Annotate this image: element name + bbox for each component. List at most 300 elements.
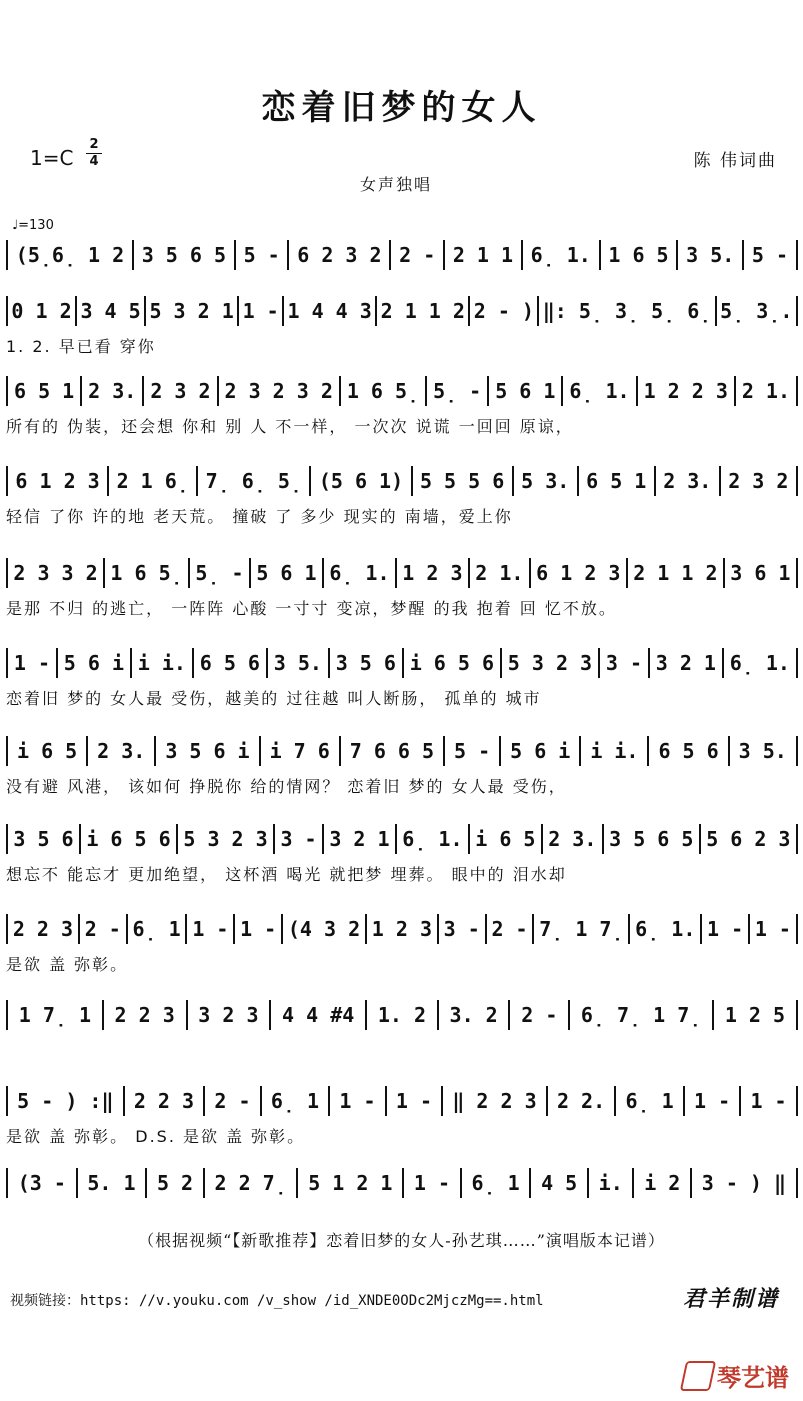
barline bbox=[796, 648, 798, 678]
measure: 3 2 3 bbox=[198, 1003, 259, 1027]
notation-line bbox=[6, 1166, 798, 1200]
measure: 2 1 1 2 bbox=[380, 299, 465, 323]
barline bbox=[647, 736, 649, 766]
barline bbox=[699, 824, 701, 854]
measure: 5 - bbox=[243, 243, 280, 267]
score-title: 恋着旧梦的女人 bbox=[261, 88, 542, 128]
barline bbox=[443, 736, 445, 766]
notation-line bbox=[6, 646, 798, 680]
measure: 0 1 2 bbox=[11, 299, 72, 323]
barline bbox=[281, 914, 283, 944]
barline bbox=[598, 648, 600, 678]
measure: 1 - bbox=[192, 917, 229, 941]
measure: 3 5. bbox=[686, 243, 735, 267]
measure: 1 2 3 bbox=[371, 917, 432, 941]
measure: (5 6 1) bbox=[318, 469, 404, 493]
lyrics-line: 所有的 伪装，还会想 你和 别 人 不一样， 一次次 说谎 一回回 原谅， bbox=[6, 417, 574, 436]
measure: 2 1. bbox=[475, 561, 524, 585]
barline bbox=[796, 296, 798, 326]
measure: 2 2 3 bbox=[114, 1003, 175, 1027]
notation-line bbox=[6, 912, 798, 946]
barline bbox=[723, 558, 725, 588]
measure: ‖: 5̣ 3̣ 5̣ 6̣ bbox=[542, 299, 712, 323]
measure: 2 3. bbox=[97, 739, 146, 763]
score-row bbox=[6, 1166, 798, 1226]
barline bbox=[537, 296, 539, 326]
measure: 6 5 6 bbox=[658, 739, 719, 763]
measure: 2 3. bbox=[663, 469, 712, 493]
measure: 5 - bbox=[454, 739, 491, 763]
barline bbox=[402, 1168, 404, 1198]
measure: 2 - bbox=[399, 243, 436, 267]
lyrics-line: 是欲 盖 弥彰。 D.S. 是欲 盖 弥彰。 bbox=[6, 1127, 306, 1146]
video-link[interactable] bbox=[10, 1290, 544, 1310]
notation-line bbox=[6, 998, 798, 1032]
measure: 6̣ 1. bbox=[402, 827, 463, 851]
measure: i i. bbox=[590, 739, 639, 763]
measure: 1 2 3 bbox=[402, 561, 463, 585]
measure: 3 2 1 bbox=[329, 827, 390, 851]
measure: 2 - ) bbox=[473, 299, 534, 323]
measure: 3 - bbox=[605, 651, 642, 675]
measure: 4 4 #4 bbox=[282, 1003, 355, 1027]
measure: 1 - bbox=[754, 917, 791, 941]
lyrics-line: 想忘不 能忘才 更加绝望， 这杯酒 喝光 就把梦 埋葬。 眼中的 泪水却 bbox=[6, 865, 567, 884]
barline bbox=[389, 240, 391, 270]
barline bbox=[196, 466, 198, 496]
measure: 1 - bbox=[413, 1171, 451, 1195]
measure: 2 3 2 3 2 bbox=[224, 379, 333, 403]
barline bbox=[6, 736, 8, 766]
barline bbox=[142, 376, 144, 406]
barline bbox=[6, 296, 8, 326]
barline bbox=[541, 824, 543, 854]
measure: 2 2 7̣ bbox=[214, 1171, 287, 1195]
barline bbox=[719, 466, 721, 496]
measure: 2 - bbox=[521, 1003, 558, 1027]
score-row bbox=[6, 238, 798, 298]
barline bbox=[132, 240, 134, 270]
barline bbox=[402, 648, 404, 678]
measure: 2 3 2 bbox=[728, 469, 789, 493]
tempo-marking: ♩=130 bbox=[12, 218, 54, 233]
barline bbox=[734, 376, 736, 406]
barline bbox=[80, 376, 82, 406]
measure: 5 3 2 1 bbox=[149, 299, 234, 323]
barline bbox=[273, 824, 275, 854]
barline bbox=[500, 648, 502, 678]
barline bbox=[6, 466, 8, 496]
measure: 2 3. bbox=[88, 379, 137, 403]
score-row bbox=[6, 556, 798, 616]
barline bbox=[521, 240, 523, 270]
measure: i. bbox=[598, 1171, 623, 1195]
barline bbox=[441, 1086, 443, 1116]
measure: 6 5 1 bbox=[13, 379, 75, 403]
measure: 1 - bbox=[242, 299, 279, 323]
measure: 1. 2 bbox=[377, 1003, 426, 1027]
barline bbox=[614, 1086, 616, 1116]
score-row bbox=[6, 464, 798, 524]
barline bbox=[796, 824, 798, 854]
barline bbox=[6, 824, 8, 854]
score-row bbox=[6, 294, 798, 354]
barline bbox=[154, 736, 156, 766]
measure: 2 3 2 bbox=[150, 379, 211, 403]
measure: 3 5 6 5 bbox=[141, 243, 227, 267]
barline bbox=[728, 736, 730, 766]
meter-bottom: 4 bbox=[89, 154, 99, 169]
barline bbox=[796, 736, 798, 766]
barline bbox=[188, 558, 190, 588]
barline bbox=[282, 296, 284, 326]
measure: 3 5. bbox=[273, 651, 322, 675]
barline bbox=[79, 824, 81, 854]
measure: 5 6 i bbox=[63, 651, 125, 675]
barline bbox=[460, 1168, 462, 1198]
barline bbox=[632, 1168, 634, 1198]
barline bbox=[102, 1000, 104, 1030]
barline bbox=[425, 376, 427, 406]
measure: i 6 5 6 bbox=[86, 827, 171, 851]
barline bbox=[712, 1000, 714, 1030]
measure: 2 2 3 bbox=[133, 1089, 195, 1113]
measure: 1 6 5 bbox=[608, 243, 669, 267]
barline bbox=[234, 240, 236, 270]
barline bbox=[78, 914, 80, 944]
barline bbox=[6, 240, 8, 270]
barline bbox=[6, 648, 8, 678]
measure: 5 1 2 1 bbox=[308, 1171, 393, 1195]
barline bbox=[6, 376, 8, 406]
barline bbox=[468, 296, 470, 326]
barline bbox=[56, 648, 58, 678]
barline bbox=[233, 914, 235, 944]
barline bbox=[86, 736, 88, 766]
notation-line bbox=[6, 822, 798, 856]
barline bbox=[176, 824, 178, 854]
measure: 1 - bbox=[707, 917, 744, 941]
notation-line bbox=[6, 294, 798, 328]
measure: 3 - ) ‖ bbox=[701, 1171, 787, 1195]
measure: 5 6 2 3 bbox=[706, 827, 791, 851]
measure: 2 - bbox=[214, 1089, 251, 1113]
barline bbox=[683, 1086, 685, 1116]
measure: i i. bbox=[137, 651, 186, 675]
measure: (4 3 2 bbox=[287, 917, 361, 941]
barline bbox=[700, 914, 702, 944]
measure: (3 - bbox=[17, 1171, 66, 1195]
measure: 2 - bbox=[84, 917, 121, 941]
measure: 5̣ - bbox=[433, 379, 482, 403]
performer-label: 女声独唱 bbox=[360, 175, 433, 194]
barline bbox=[203, 1168, 205, 1198]
score-row bbox=[6, 822, 798, 882]
measure: 5 - bbox=[751, 243, 789, 267]
measure: 2 3 3 2 bbox=[13, 561, 98, 585]
barline bbox=[217, 376, 219, 406]
measure: 6̣ 1. bbox=[569, 379, 630, 403]
measure: 1 4 4 3 bbox=[287, 299, 372, 323]
measure: 3 5 6 bbox=[335, 651, 396, 675]
measure: 5 6 i bbox=[510, 739, 571, 763]
barline bbox=[395, 558, 397, 588]
barline bbox=[529, 558, 531, 588]
barline bbox=[568, 1000, 570, 1030]
measure: 6̣ 1. bbox=[530, 243, 591, 267]
measure: 6̣ 1. bbox=[729, 651, 790, 675]
measure: i 2 bbox=[644, 1171, 681, 1195]
barline bbox=[322, 558, 324, 588]
barline bbox=[796, 376, 798, 406]
measure: (5̣6̣ 1 2 bbox=[15, 243, 125, 267]
measure: 6 5 1 bbox=[586, 469, 647, 493]
measure: 3 5 6 5 bbox=[609, 827, 694, 851]
measure: 1 6 5̣ bbox=[346, 379, 420, 403]
measure: 1 - bbox=[395, 1089, 432, 1113]
measure: 7̣ 6̣ 5̣ bbox=[205, 469, 302, 493]
barline bbox=[107, 466, 109, 496]
barline bbox=[385, 1086, 387, 1116]
notation-line bbox=[6, 1084, 798, 1118]
barline bbox=[742, 240, 744, 270]
barline bbox=[375, 296, 377, 326]
lyrics-line: 是那 不归 的逃亡， 一阵阵 心酸 一寸寸 变凉，梦醒 的我 抱着 回 忆不放。 bbox=[6, 599, 617, 618]
barline bbox=[796, 240, 798, 270]
transcriber-signature: 君羊制谱 bbox=[682, 1286, 779, 1312]
measure: 3 5 6 bbox=[13, 827, 74, 851]
barline bbox=[722, 648, 724, 678]
measure: 6̣ 1. bbox=[329, 561, 390, 585]
barline bbox=[411, 466, 413, 496]
barline bbox=[76, 1168, 78, 1198]
measure: 5̣ 3̣. bbox=[720, 299, 793, 323]
barline bbox=[365, 914, 367, 944]
measure: 1 - bbox=[694, 1089, 731, 1113]
barline bbox=[748, 914, 750, 944]
barline bbox=[690, 1168, 692, 1198]
barline bbox=[796, 914, 798, 944]
measure: 2 1. bbox=[741, 379, 791, 403]
lyrics-line: 轻信 了你 许的地 老天荒。 撞破 了 多少 现实的 南墙，爱上你 bbox=[6, 507, 513, 526]
barline bbox=[365, 1000, 367, 1030]
measure: 6̣ 1 bbox=[625, 1089, 674, 1113]
barline bbox=[328, 648, 330, 678]
barline bbox=[6, 558, 8, 588]
measure: 2 - bbox=[491, 917, 528, 941]
measure: 6 2 3 2 bbox=[297, 243, 382, 267]
barline bbox=[796, 558, 798, 588]
measure: 1 - bbox=[13, 651, 51, 675]
measure: 3 5 6 i bbox=[165, 739, 250, 763]
watermark-text: 琴艺谱 bbox=[717, 1364, 789, 1392]
score-row bbox=[6, 374, 798, 434]
measure: 3 5. bbox=[738, 739, 787, 763]
video-link-label: 视频链接： bbox=[10, 1293, 80, 1309]
barline bbox=[546, 1086, 548, 1116]
barline bbox=[296, 1168, 298, 1198]
video-link-url[interactable]: https: //v.youku.com /v_show /id_XNDE0ODc2MjczMg==.html bbox=[80, 1293, 544, 1309]
measure: 3 - bbox=[280, 827, 317, 851]
measure: 2 1 1 bbox=[452, 243, 514, 267]
barline bbox=[512, 466, 514, 496]
meter-top: 2 bbox=[89, 137, 99, 152]
barline bbox=[602, 824, 604, 854]
barline bbox=[485, 914, 487, 944]
barline bbox=[144, 296, 146, 326]
measure: 7̣ 1 7̣ bbox=[539, 917, 624, 941]
measure: i 6 5 bbox=[16, 739, 78, 763]
barline bbox=[322, 824, 324, 854]
measure: 2 2. bbox=[556, 1089, 606, 1113]
barline bbox=[192, 648, 194, 678]
measure: 3. 2 bbox=[449, 1003, 498, 1027]
measure: 6̣ 1. bbox=[635, 917, 696, 941]
barline bbox=[185, 914, 187, 944]
barline bbox=[249, 558, 251, 588]
notation-line bbox=[6, 734, 798, 768]
barline bbox=[339, 376, 341, 406]
barline bbox=[443, 240, 445, 270]
barline bbox=[796, 466, 798, 496]
measure: 6̣ 1 bbox=[471, 1171, 520, 1195]
measure: 5 5 5 6 bbox=[419, 469, 505, 493]
measure: 5 - ) :‖ bbox=[17, 1089, 114, 1113]
score-row bbox=[6, 912, 798, 972]
watermark-logo bbox=[683, 1358, 789, 1393]
notation-line bbox=[6, 556, 798, 590]
barline bbox=[126, 914, 128, 944]
barline bbox=[145, 1168, 147, 1198]
measure: 6̣ 1 bbox=[270, 1089, 320, 1113]
barline bbox=[468, 824, 470, 854]
barline bbox=[499, 736, 501, 766]
measure: 1 2 5 bbox=[724, 1003, 786, 1027]
score-row bbox=[6, 646, 798, 706]
barline bbox=[6, 1086, 8, 1116]
source-note: （根据视频“【新歌推荐】恋着旧梦的女人-孙艺琪……”演唱版本记谱） bbox=[138, 1231, 665, 1250]
barline bbox=[648, 648, 650, 678]
barline bbox=[130, 648, 132, 678]
watermark-icon bbox=[680, 1361, 716, 1391]
measure: 2 2 3 bbox=[12, 917, 74, 941]
score-row bbox=[6, 1084, 798, 1144]
measure: 5 6 1 bbox=[256, 561, 317, 585]
barline bbox=[468, 558, 470, 588]
score-row bbox=[6, 734, 798, 794]
barline bbox=[487, 376, 489, 406]
barline bbox=[796, 1000, 798, 1030]
barline bbox=[626, 558, 628, 588]
measure: 2 1 1 2 bbox=[633, 561, 718, 585]
notation-line bbox=[6, 374, 798, 408]
barline bbox=[796, 1168, 798, 1198]
measure: 1 - bbox=[339, 1089, 376, 1113]
measure: i 6 5 bbox=[475, 827, 536, 851]
measure: 5 6 1 bbox=[495, 379, 556, 403]
barline bbox=[6, 1000, 8, 1030]
lyrics-line: 恋着旧 梦的 女人最 受伤，越美的 过往越 叫人断肠， 孤单的 城市 bbox=[6, 689, 542, 708]
barline bbox=[532, 914, 534, 944]
measure: 2 3. bbox=[548, 827, 597, 851]
measure: i 6 5 6 bbox=[409, 651, 494, 675]
barline bbox=[6, 914, 8, 944]
measure: 5̣ - bbox=[195, 561, 244, 585]
barline bbox=[796, 1086, 798, 1116]
measure: 5 3 2 3 bbox=[507, 651, 593, 675]
measure: 6 1 2 3 bbox=[15, 469, 100, 493]
measure: 1 2 2 3 bbox=[643, 379, 728, 403]
lyrics-line: 1. 2. 早已看 穿你 bbox=[6, 337, 156, 356]
barline bbox=[266, 648, 268, 678]
measure: 3 6 1 bbox=[730, 561, 791, 585]
measure: 2 1 6̣ bbox=[116, 469, 189, 493]
barline bbox=[237, 296, 239, 326]
measure: 3 4 5 bbox=[80, 299, 141, 323]
barline bbox=[599, 240, 601, 270]
measure: 1 6 5̣ bbox=[110, 561, 183, 585]
barline bbox=[529, 1168, 531, 1198]
measure: 5 2 bbox=[156, 1171, 194, 1195]
barline bbox=[654, 466, 656, 496]
barline bbox=[676, 240, 678, 270]
barline bbox=[186, 1000, 188, 1030]
barline bbox=[328, 1086, 330, 1116]
measure: 1 - bbox=[240, 917, 277, 941]
barline bbox=[103, 558, 105, 588]
measure: 3 2 1 bbox=[655, 651, 716, 675]
barline bbox=[6, 1168, 8, 1198]
measure: 1 7̣ 1 bbox=[18, 1003, 92, 1027]
measure: 6̣ 1 bbox=[132, 917, 181, 941]
barline bbox=[577, 466, 579, 496]
barline bbox=[123, 1086, 125, 1116]
barline bbox=[269, 1000, 271, 1030]
barline bbox=[508, 1000, 510, 1030]
notation-line bbox=[6, 464, 798, 498]
barline bbox=[739, 1086, 741, 1116]
barline bbox=[339, 736, 341, 766]
barline bbox=[437, 914, 439, 944]
measure: 5 3 2 3 bbox=[183, 827, 268, 851]
measure: 1 - bbox=[750, 1089, 787, 1113]
barline bbox=[561, 376, 563, 406]
measure: 5. 1 bbox=[87, 1171, 136, 1195]
notation-line bbox=[6, 238, 798, 272]
barline bbox=[636, 376, 638, 406]
time-signature bbox=[86, 138, 102, 169]
barline bbox=[260, 1086, 262, 1116]
measure: 5 3. bbox=[521, 469, 570, 493]
measure: 3 - bbox=[443, 917, 480, 941]
barline bbox=[437, 1000, 439, 1030]
measure: 6 1 2 3 bbox=[536, 561, 621, 585]
key-signature: 1=C bbox=[30, 146, 74, 170]
barline bbox=[75, 296, 77, 326]
barline bbox=[587, 1168, 589, 1198]
barline bbox=[203, 1086, 205, 1116]
barline bbox=[628, 914, 630, 944]
measure: ‖ 2 2 3 bbox=[452, 1089, 537, 1113]
barline bbox=[309, 466, 311, 496]
measure: 6̣ 7̣ 1 7̣ bbox=[580, 1003, 702, 1027]
measure: 7 6 6 5 bbox=[349, 739, 435, 763]
measure: 4 5 bbox=[541, 1171, 578, 1195]
lyrics-line: 没有避 风港， 该如何 挣脱你 给的情网？ 恋着旧 梦的 女人最 受伤， bbox=[6, 777, 567, 796]
barline bbox=[579, 736, 581, 766]
composer-credit: 陈 伟词曲 bbox=[693, 151, 777, 171]
barline bbox=[395, 824, 397, 854]
